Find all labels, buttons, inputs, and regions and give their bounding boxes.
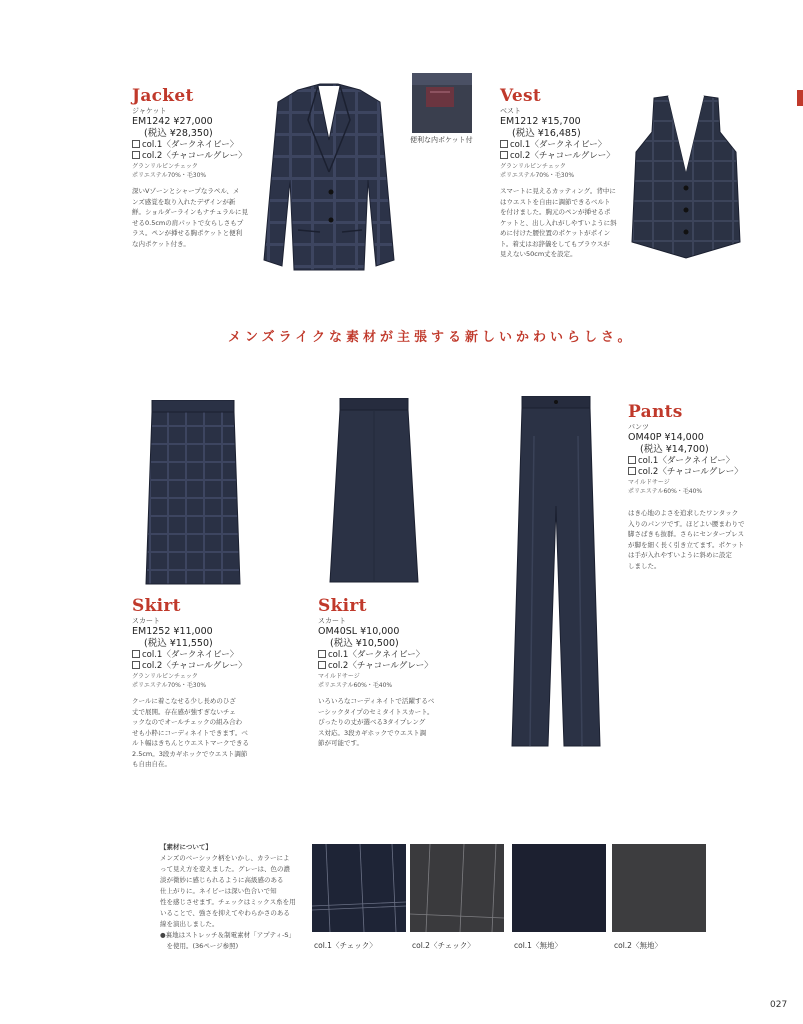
pocket-inset-image [412, 73, 472, 133]
jacket-subtitle: ジャケット [132, 107, 167, 115]
skirt-solid-description: いろいろなコーディネイトで活躍するベ ーシックタイプのセミタイトスカート。 ぴったりの丈が選べる3タイプレング ス対応。3段カギホックでウエスト調 節が可能です。 [318, 697, 435, 747]
vest-code-price: EM1212 ¥15,700 [500, 116, 581, 127]
material-heading: 【素材について】 [160, 843, 212, 851]
pants-fabric-composition: ポリエステル60%・毛40% [628, 488, 703, 495]
tagline: メンズライクな素材が主張する新しいかわいらしさ。 [228, 330, 635, 345]
vest-tax-price: (税込 ¥16,485) [512, 128, 581, 139]
skirt-plaid-info [132, 596, 292, 770]
pants-description: はき心地のよさを追求したワンタック 入りのパンツです。ほどよい腰まわりで 脚さばきも抜群。さらにセンタープレス が脚を細く長く引き立てます。ポケット は手が入れやすいように斜めに設定 しました。 [628, 509, 745, 570]
pants-info [628, 402, 788, 571]
pants-subtitle: パンツ [628, 423, 649, 431]
skirt-solid-title: Skirt [318, 596, 367, 616]
swatch-check-2 [410, 844, 504, 932]
skirt-solid-subtitle: スカート [318, 617, 346, 625]
swatch-check-1 [312, 844, 406, 932]
skirt-solid-color-1: col.1〈ダークネイビー〉 [318, 650, 478, 661]
vest-title: Vest [500, 86, 542, 106]
vest-color-1: col.1〈ダークネイビー〉 [500, 140, 630, 151]
pants-image [508, 396, 604, 750]
pocket-caption: 便利な内ポケット付 [410, 136, 473, 144]
pants-fabric-name: マイルドサージ [628, 479, 670, 486]
swatch-check-1-fill [312, 844, 406, 932]
skirt-plaid-color-2: col.2〈チャコールグレー〉 [132, 661, 292, 672]
jacket-title: Jacket [132, 86, 194, 106]
pants-color-2: col.2〈チャコールグレー〉 [628, 467, 788, 478]
jacket-color-2: col.2〈チャコールグレー〉 [132, 151, 262, 162]
jacket-fabric-name: グランリルピンチェック [132, 163, 198, 170]
swatch-solid-1-label: col.1〈無地〉 [514, 941, 562, 950]
vest-description: スマートに見えるカッティング。背中に はウエストを自由に調節できるベルト を付けました。胸元のペンが挿せるポ ケットと、出し入れがしやすいように斜 めに付けた腰位置のポケットがポイン ト。着丈はお辞儀をしてもブラウスが 見えない50cm丈を設定。 [500, 187, 617, 258]
jacket-color-1: col.1〈ダークネイビー〉 [132, 140, 262, 151]
skirt-plaid-code-price: EM1252 ¥11,000 [132, 626, 213, 637]
vest-color-2: col.2〈チャコールグレー〉 [500, 151, 630, 162]
skirt-solid-tax-price: (税込 ¥10,500) [330, 638, 399, 649]
jacket-info [132, 86, 262, 249]
skirt-solid-fabric-name: マイルドサージ [318, 673, 360, 680]
swatch-solid-1 [512, 844, 606, 932]
skirt-solid-code-price: OM40SL ¥10,000 [318, 626, 400, 637]
skirt-plaid-subtitle: スカート [132, 617, 160, 625]
skirt-plaid-tax-price: (税込 ¥11,550) [144, 638, 213, 649]
edge-accent [797, 90, 803, 106]
jacket-image [258, 80, 400, 272]
vest-subtitle: ベスト [500, 107, 521, 115]
skirt-plaid-description: クールに着こなせる少し長めのひざ 丈で展開。存在感が強すぎないチェ ックなのでオールチェックの組み合わ せも小粋にコーディネイトできます。ベ ルト幅はきちんとウエストマークできる 2.5cm。3段カギホックでウエスト調節 も自由自在。 [132, 697, 249, 768]
pants-tax-price: (税込 ¥14,700) [640, 444, 709, 455]
vest-info [500, 86, 630, 260]
vest-image [624, 92, 748, 262]
jacket-code-price: EM1242 ¥27,000 [132, 116, 213, 127]
jacket-description: 深いVゾーンとシャープなラペル、メ ンズ感覚を取り入れたデザインが新 鮮。ショルダーラインもナチュラルに見 せる0.5cmの肩パットで女らしさもプ ラス。ペンが挿せる胸ポケットと便利 な内ポケット付き。 [132, 187, 249, 248]
jacket-fabric-composition: ポリエステル70%・毛30% [132, 172, 207, 179]
jacket-tax-price: (税込 ¥28,350) [144, 128, 213, 139]
vest-fabric-composition: ポリエステル70%・毛30% [500, 172, 575, 179]
pants-color-1: col.1〈ダークネイビー〉 [628, 456, 788, 467]
pants-title: Pants [628, 402, 683, 422]
skirt-solid-info [318, 596, 478, 749]
skirt-plaid-color-1: col.1〈ダークネイビー〉 [132, 650, 292, 661]
skirt-solid-color-2: col.2〈チャコールグレー〉 [318, 661, 478, 672]
swatch-check-2-fill [410, 844, 504, 932]
skirt-plaid-title: Skirt [132, 596, 181, 616]
skirt-plaid-fabric-composition: ポリエステル70%・毛30% [132, 682, 207, 689]
vest-fabric-name: グランリルピンチェック [500, 163, 566, 170]
swatch-solid-2 [612, 844, 706, 932]
swatch-solid-1-fill [512, 844, 606, 932]
swatch-solid-2-label: col.2〈無地〉 [614, 941, 662, 950]
skirt-solid-image [324, 398, 424, 584]
swatch-check-1-label: col.1〈チェック〉 [314, 941, 377, 950]
skirt-plaid-image [142, 400, 244, 586]
swatch-check-2-label: col.2〈チェック〉 [412, 941, 475, 950]
pants-code-price: OM40P ¥14,000 [628, 432, 704, 443]
skirt-plaid-fabric-name: グランリルピンチェック [132, 673, 198, 680]
material-note: 【素材について】 メンズのベーシック柄をいかし、カラーによ って見え方を変えました。グレーは、色の濃 淡が微妙に感じられるように高級感のある 仕上がりに。ネイビーは深い色合いで知 性を感じさせます。チェックはミックス糸を用 いることで、強さを抑えてやわらかさのある 線を演出しました。 ●裏地はストレッチ＆制電素材「アプティ-S」 を使用。(36ページ参照) [160, 842, 310, 952]
page-number: 027 [770, 1000, 788, 1010]
swatch-solid-2-fill [612, 844, 706, 932]
skirt-solid-fabric-composition: ポリエステル60%・毛40% [318, 682, 393, 689]
